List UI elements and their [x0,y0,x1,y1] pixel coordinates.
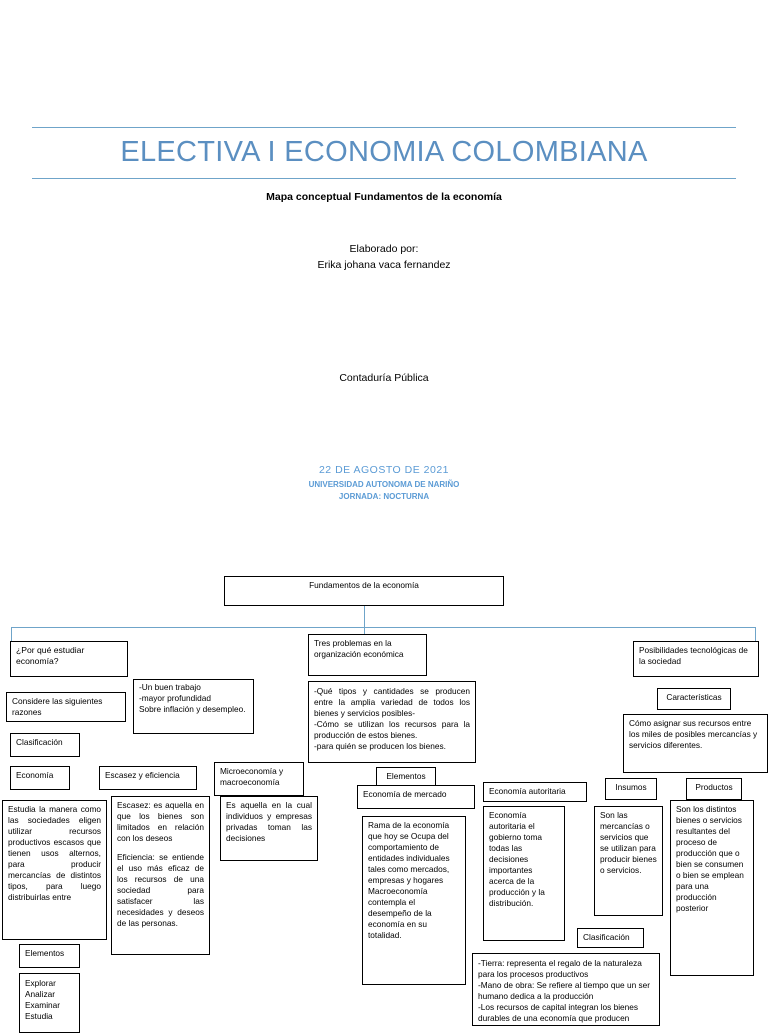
university-name: UNIVERSIDAD AUTONOMA DE NARIÑO [308,480,460,489]
top-rule [32,127,736,128]
inputs-node: Insumos [605,778,657,800]
document-title: ELECTIVA I ECONOMIA COLOMBIANA [120,136,648,168]
three-problems-list: -Qué tipos y cantidades se producen entre la amplia variedad de todos los bienes y servicios posibles- -Cómo se utilizan los recursos para la producción de estos bienes. -para quién se producen los bienes. [308,681,476,763]
title-rule [32,178,736,179]
scarcity-efficiency-definition: Escasez: es aquella en que los bienes son limitados en relación con los deseos Eficiencia: se entiende el uso más eficaz de los recursos de una sociedad para satisfacer las necesidades y deseos de las personas. [111,796,210,955]
economy-node: Economía [10,766,70,790]
micro-macro-node: Microeconomía y macroeconomía [214,762,304,796]
scarcity-efficiency-node: Escasez y eficiencia [99,766,197,790]
reasons-node: -Un buen trabajo -mayor profundidad Sobre inflación y desempleo. [133,679,254,734]
schedule: JORNADA: NOCTURNA [338,492,430,501]
market-economy-definition: Rama de la economía que hoy se Ocupa del comportamiento de entidades individuales tales como mercados, empresas y hogares Macroeconomía contempla el desempeño de la economía en su totalidad. [362,816,466,985]
left-elements-list: Explorar Analizar Examinar Estudia [19,973,80,1033]
micro-definition: Es aquella en la cual individuos y empresas privadas toman las decisiones [220,796,318,861]
authoritarian-economy-node: Economía autoritaria [483,782,587,802]
branch-connector [11,627,756,628]
technological-possibilities-node: Posibilidades tecnológicas de la sociedad [633,641,759,677]
inputs-definition: Son las mercancías o servicios que se utilizan para producir bienes o servicios. [594,806,663,916]
resources-classification-node: Clasificación [577,928,644,948]
document-subtitle: Mapa conceptual Fundamentos de la economía [266,191,502,203]
author-name: Erika johana vaca fernandez [317,259,451,271]
authoritarian-economy-definition: Economía autoritaria el gobierno toma todas las decisiones importantes acerca de la producción y la distribución. [483,806,565,941]
program-name: Contaduría Pública [339,372,429,384]
economy-definition: Estudia la manera como las sociedades eligen utilizar recursos productivos escasos que tienen usos alternos, para producir mercancías de distintos tipos, para luego distribuirlas entre [2,800,107,940]
right-branch-line [755,627,756,641]
three-problems-node: Tres problemas en la organización económica [308,634,427,676]
resources-classification-list: -Tierra: representa el regalo de la naturaleza para los procesos productivos -Mano de obra: Se refiere al tiempo que un ser humano dedica a la producción -Los recursos de capital integran los bienes durables de una economía que producen [472,953,660,1026]
left-elements-node: Elementos [19,944,80,968]
root-node: Fundamentos de la economía [224,576,504,606]
market-economy-node: Economía de mercado [357,785,475,809]
why-study-economics-node: ¿Por qué estudiar economía? [10,641,128,677]
characteristics-definition: Cómo asignar sus recursos entre los miles de posibles mercancías y servicios diferentes. [623,714,768,773]
middle-elements-node: Elementos [376,767,436,787]
left-branch-line [11,627,12,641]
document-date: 22 DE AGOSTO DE 2021 [318,464,450,476]
consider-reasons-node: Considere las siguientes razones [6,692,126,722]
author-label: Elaborado por: [349,243,419,255]
classification-node: Clasificación [10,733,80,757]
root-connector [364,605,365,628]
products-definition: Son los distintos bienes o servicios resultantes del proceso de producción que o bien se consumen o bien se emplean para una producción posterior [670,800,754,976]
characteristics-node: Características [657,688,731,710]
products-node: Productos [686,778,742,800]
